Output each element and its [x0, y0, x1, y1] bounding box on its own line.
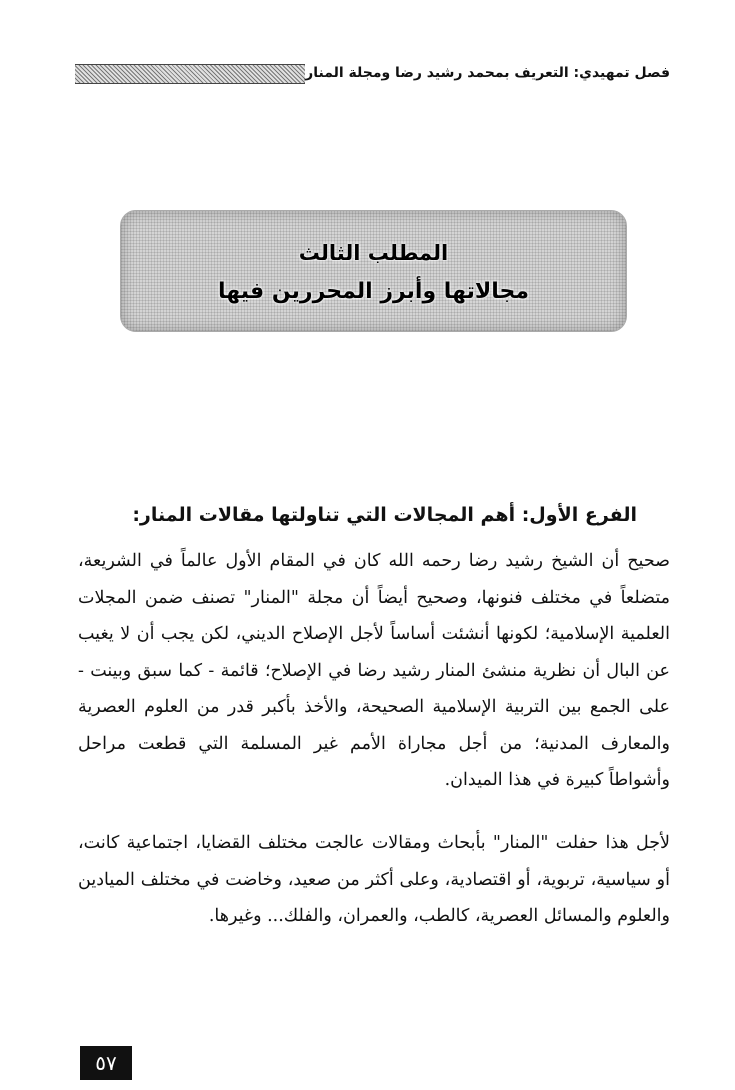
section-banner: [120, 210, 627, 332]
banner-subtitle: مجالاتها وأبرز المحررين فيها: [218, 279, 529, 304]
section-heading: الفرع الأول: أهم المجالات التي تناولتها مقالات المنار:: [132, 504, 637, 526]
running-header: [75, 60, 670, 86]
banner-title: المطلب الثالث: [298, 241, 449, 265]
header-decorative-band: [75, 64, 305, 84]
body-paragraph-1: صحيح أن الشيخ رشيد رضا رحمه الله كان في المقام الأول عالماً في الشريعة، متضلعاً في مختلف فنونها، وصحيح أيضاً أن مجلة "المنار" تصنف ضمن المجلات العلمية الإسلامية؛ لكونها أنشئت أساساً لأجل الإصلاح الديني، لكن يجب أن لا يغيب عن البال أن نظرية منشئ المنار رشيد رضا في الإصلاح؛ قائمة - كما سبق وبينت - على الجمع بين التربية الإسلامية الصحيحة، والأخذ بأكبر قدر من العلوم العصرية والمعارف المدنية؛ من أجل مجاراة الأمم غير المسلمة التي قطعت مراحل وأشواطاً كبيرة في هذا الميدان.: [78, 551, 670, 790]
body-paragraph-2: لأجل هذا حفلت "المنار" بأبحاث ومقالات عالجت مختلف القضايا، اجتماعية كانت، أو سياسية، تربوية، أو اقتصادية، وعلى أكثر من صعيد، وخاضت في مختلف الميادين والعلوم والمسائل العصرية، كالطب، والعمران، والفلك... وغيرها.: [78, 833, 670, 926]
page-number: ٥٧: [80, 1046, 132, 1080]
running-header-title: فصل تمهيدي: التعريف بمحمد رشيد رضا ومجلة المنار: [305, 65, 670, 81]
